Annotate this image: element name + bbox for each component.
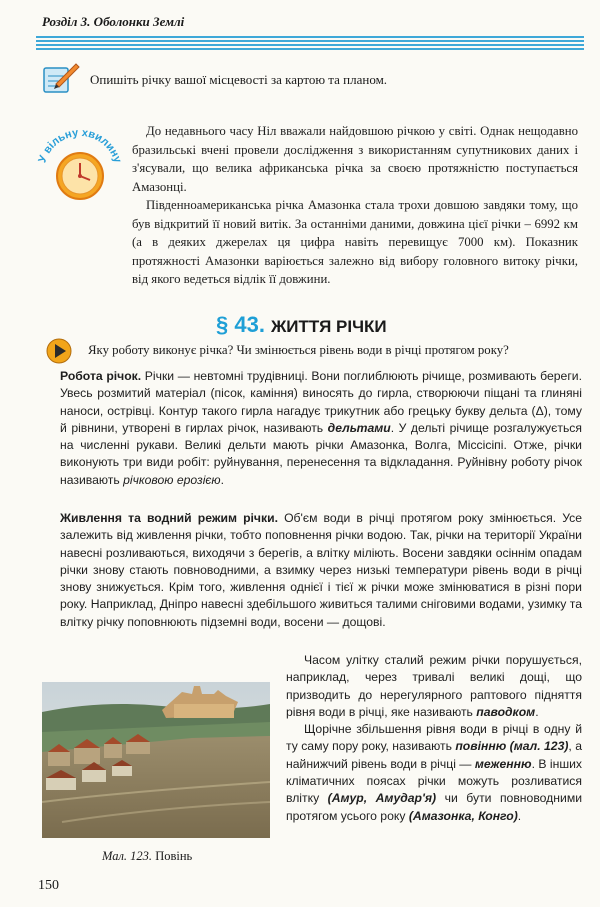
fact-box [132,122,578,289]
fact-paragraph-1: До недавнього часу Ніл вважали найдовшою річкою у світі. Однак нещодавно бразильські вчені провели дослідження з використанням супутникових даних і з'ясували, що велика африканська річка за своєю протяжністю поступається Амазонці. [132,124,578,194]
play-icon [46,338,74,364]
paragraph-text: Часом улітку сталий режим річки порушується, наприклад, через тривалі великі дощі, що призводить до нерегулярного раптового підняття рівня води в річці, яке називають [286,653,582,719]
paragraph-text: . У дельті річище розгалужується на численні рукави. Великі дельти мають річки Амазонка, Волга, Міссісіпі. Отже, річки виконують три види робіт: руйнування, перенесення та відкладання. Руйнівну роботу річок називають [60,420,582,487]
figure-caption [102,849,192,864]
term-deltas: дельтами [327,420,391,435]
example-rivers-2: (Амазонка, Конго) [408,808,518,823]
figure-caption-text: Повінь [152,849,193,863]
paragraph-text: . [220,472,224,487]
paragraph-lead: Живлення та водний режим річки. [60,511,278,525]
fact-paragraph-2: Південноамериканська річка Амазонка стала трохи довшою завдяки тому, що був відкритий її новий витік. За останніми даними, довжина цієї річки – 6992 км (а в деяких джерелах ця цифра навіть перевищує 7000 км). Показник протяжності Амазонки варіюється залежно від вибору головного витоку річки, від якого ведеться відлік її довжини. [132,198,578,286]
paragraph-text: . [517,808,522,823]
section-title [216,312,387,338]
paragraph-text: , а найнижчий рівень води в річці — [286,739,582,771]
chapter-header: Розділ 3. Оболонки Землі [42,14,185,29]
figure-label: Мал. 123. [102,849,153,863]
task-block [42,62,582,96]
paragraph-river-regime [60,510,582,631]
free-minute-label: У вільну хвилину [36,126,124,165]
term-flood: повінню [455,739,507,754]
header-stripes [36,36,584,50]
term-low-water: меженню [474,756,532,771]
term-river-erosion: річковою ерозією [123,472,221,487]
section-name: ЖИТТЯ РІЧКИ [270,317,387,336]
paragraph-text: Об'єм води в річці протягом року змінюється. Усе залежить від живлення річки, тобто поповнення річки водою. Так, річки на території України навесні розливаються, виходячи з берегів, а влітку міліють. Восени завдяки осіннім опадам річки знову стають повноводними, а взимку через низькі температури рівень води в річці знову знижується. Крім того, живлення однієї і тієї ж річки може змінюватися в різні пори року. Наприклад, Дніпро навесні здебільшого живиться талими сніговими водами, узимку та влітку річку поповнюють підземні води, восени — дощові. [60,511,582,629]
paragraph-text: Щорічне збільшення рівня води в річці в одну й ту саму пору року, називають [286,722,582,754]
section-number: § 43. [216,312,265,337]
example-rivers-1: (Амур, Амудар'я) [327,791,437,806]
paragraph-lead: Робота річок. [60,369,142,383]
term-flash-flood: паводком [476,704,536,719]
free-minute-badge [36,120,124,210]
paragraph-text: . В інших кліматичних поясах річки можуть розливатися влітку [286,756,583,806]
paragraph-flood [286,721,582,825]
paragraph-text: . [535,704,539,719]
task-text: Опишіть річку вашої місцевості за картою та планом. [90,72,388,87]
paragraph-flash-flood [286,652,582,721]
clock-icon [36,120,124,210]
question-text: Яку роботу виконує річка? Чи змінюється рівень води в річці протягом року? [88,343,509,357]
page-number: 150 [38,878,59,893]
paragraph-text: чи бути повноводними протягом усього року [286,791,583,823]
paragraph-text: Річки — невтомні трудівниці. Вони поглиблюють річище, розмивають береги. Увесь розмитий матеріал (пісок, каміння) виносять до гирла, створюючи піщані та глиняні наноси, острівці. Контур такого гирла нагадує трикутник або грецьку букву дельта (Δ), тому й рівнини, утворені в гирлах річок, називають [60,369,582,435]
right-column-text [286,652,582,825]
flood-photo [42,682,270,838]
figure-reference: (мал. 123) [506,739,569,754]
question-block [46,338,586,362]
notebook-pencil-icon [42,62,80,94]
paragraph-river-work [60,368,582,489]
